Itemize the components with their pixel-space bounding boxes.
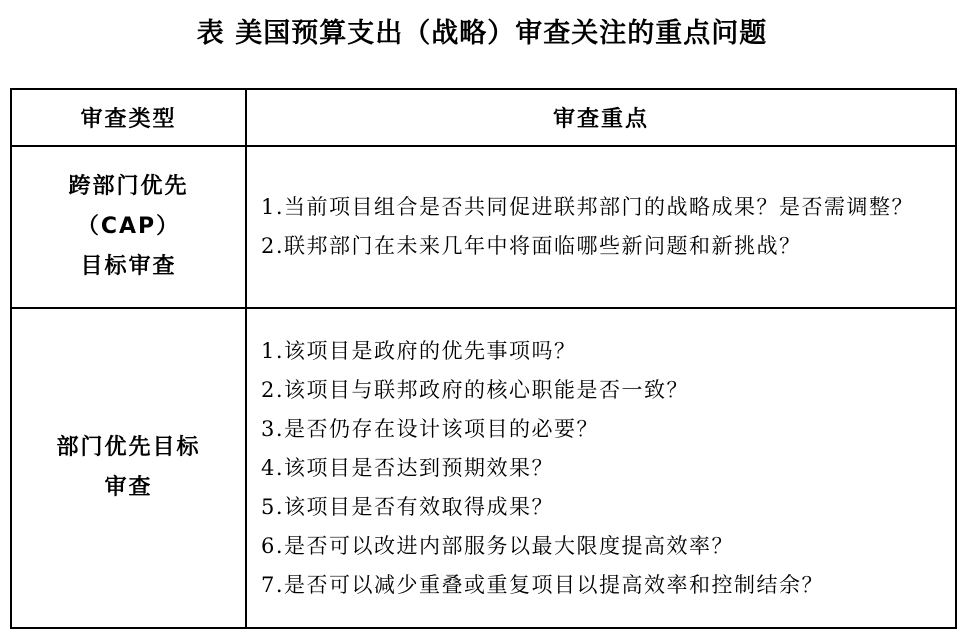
focus-item: 6.是否可以改进内部服务以最大限度提高效率？ <box>261 533 735 558</box>
table-header-row <box>11 89 956 146</box>
review-focus-table <box>10 88 957 629</box>
focus-item: 5.该项目是否有效取得成果？ <box>261 494 555 519</box>
header-review-type: 审查类型 <box>11 89 246 146</box>
review-type-line: 审查 <box>104 475 153 500</box>
review-type-line: 跨部门优先 <box>68 174 189 199</box>
focus-item: 2.联邦部门在未来几年中将面临哪些新问题和新挑战？ <box>261 234 802 258</box>
table-row <box>11 146 956 308</box>
table-row <box>11 308 956 628</box>
review-type-line: （CAP） <box>76 214 181 239</box>
review-focus-cell <box>246 308 956 628</box>
focus-item: 7.是否可以减少重叠或重复项目以提高效率和控制结余？ <box>261 572 825 597</box>
review-type-line: 目标审查 <box>80 254 177 279</box>
focus-item: 1.该项目是政府的优先事项吗？ <box>261 338 577 363</box>
review-type-cell <box>11 308 246 628</box>
focus-item: 3.是否仍存在设计该项目的必要？ <box>261 416 600 441</box>
header-review-focus: 审查重点 <box>246 89 956 146</box>
focus-item: 4.该项目是否达到预期效果？ <box>261 455 555 480</box>
review-type-cell <box>11 146 246 308</box>
document-title: 表 美国预算支出（战略）审查关注的重点问题 <box>196 18 768 49</box>
focus-item: 1.当前项目组合是否共同促进联邦部门的战略成果？是否需调整？ <box>261 195 915 219</box>
focus-item: 2.该项目与联邦政府的核心职能是否一致？ <box>261 377 690 402</box>
review-focus-cell <box>246 146 956 308</box>
review-type-line: 部门优先目标 <box>56 435 201 460</box>
